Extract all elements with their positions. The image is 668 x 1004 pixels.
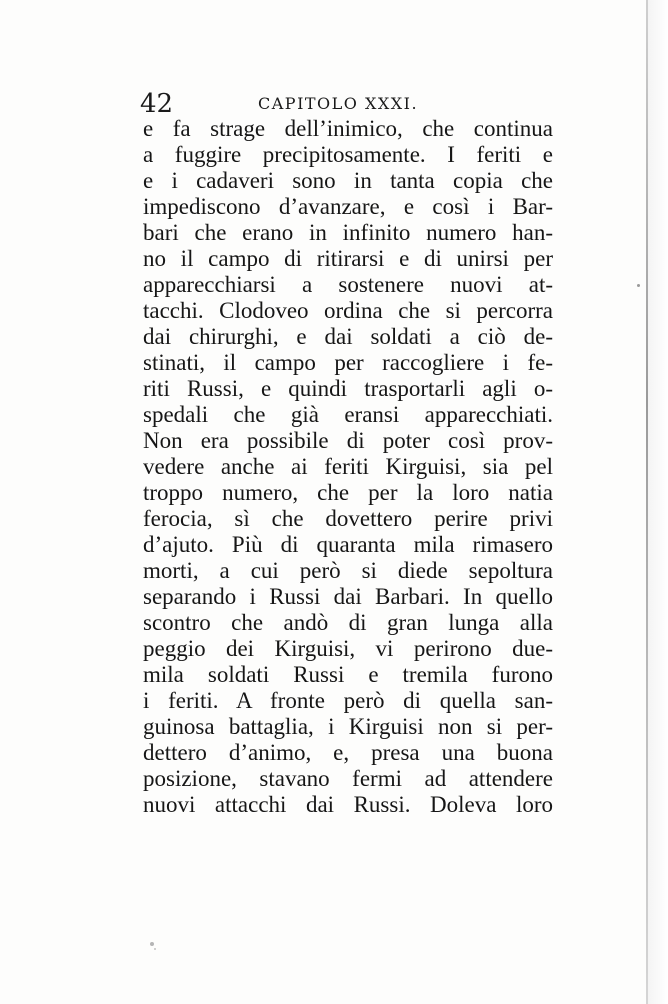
text-line: troppo numero, che per la loro natia [143,480,553,505]
page-header [140,89,552,119]
text-line: separando i Russi dai Barbari. In quello [143,584,553,609]
page-number: 42 [140,89,174,119]
text-line: bari che erano in infinito numero han- [143,220,553,245]
text-line: spedali che già eransi apparecchiati. [143,402,553,427]
text-line: dai chirurghi, e dai soldati a ciò de- [143,324,553,349]
text-line: Non era possibile di poter così prov- [143,428,553,453]
text-line: nuovi attacchi dai Russi. Doleva loro [143,792,553,817]
text-line: i feriti. A fronte però di quella san- [143,688,553,713]
text-line: e i cadaveri sono in tanta copia che [143,168,553,193]
text-line: impediscono d’avanzare, e così i Bar- [143,194,553,219]
body-text [143,116,553,818]
text-line: peggio dei Kirguisi, vi perirono due- [143,636,553,661]
text-line: no il campo di ritirarsi e di unirsi per [143,246,553,271]
text-line: posizione, stavano fermi ad attendere [143,766,553,791]
running-head: CAPITOLO XXXI. [258,94,419,113]
paper-speck [637,284,640,287]
text-line: morti, a cui però si diede sepoltura [143,558,553,583]
text-line: mila soldati Russi e tremila furono [143,662,553,687]
text-line: vedere anche ai feriti Kirguisi, sia pel [143,454,553,479]
text-line: a fuggire precipitosamente. I feriti e [143,142,553,167]
text-line: d’ajuto. Più di quaranta mila rimasero [143,532,553,557]
paper-speck [150,942,154,946]
page-edge-line [646,0,648,1004]
text-line: riti Russi, e quindi trasportarli agli o- [143,376,553,401]
text-line: guinosa battaglia, i Kirguisi non si per- [143,714,553,739]
paper-speck [154,948,156,950]
text-line: e fa strage dell’inimico, che continua [143,116,553,141]
text-line: stinati, il campo per raccogliere i fe- [143,350,553,375]
text-line: tacchi. Clodoveo ordina che si percorra [143,298,553,323]
page-gutter-shadow [648,0,668,1004]
text-line: dettero d’animo, e, presa una buona [143,740,553,765]
text-line: apparecchiarsi a sostenere nuovi at- [143,272,553,297]
text-line: ferocia, sì che dovettero perire privi [143,506,553,531]
text-line: scontro che andò di gran lunga alla [143,610,553,635]
